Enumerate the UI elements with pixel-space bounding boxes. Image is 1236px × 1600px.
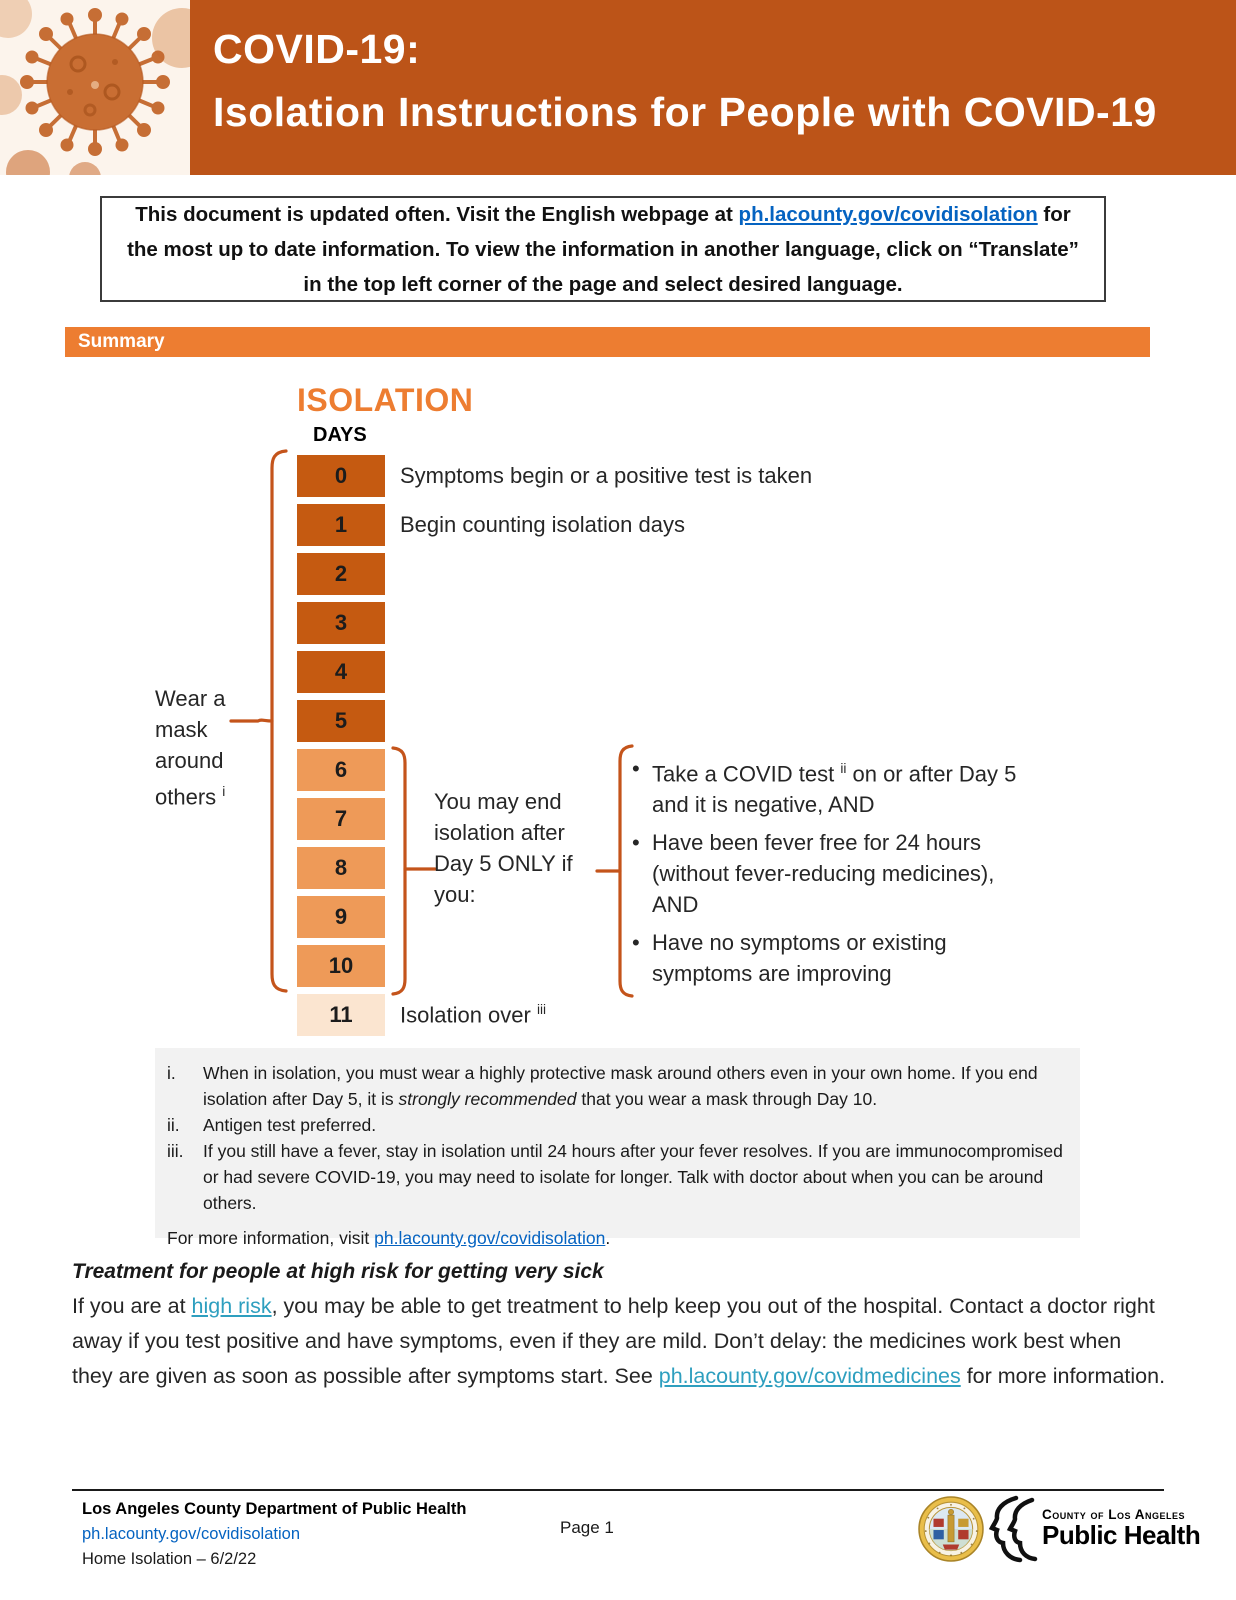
day-box-2: 2: [297, 553, 385, 595]
condition-symptoms: • Have no symptoms or existing symptoms are improving: [652, 927, 1034, 989]
more-info-before: For more information, visit: [167, 1228, 375, 1248]
notice-text-before: This document is updated often. Visit the English webpage at: [135, 202, 739, 226]
condition-test-text-after: on or after Day 5 and it is negative, AND: [652, 761, 1017, 818]
footnotes-panel: [155, 1048, 1080, 1248]
covidisolation-link[interactable]: ph.lacounty.gov/covidisolation: [738, 202, 1038, 226]
footer-doc-version: Home Isolation – 6/2/22: [82, 1550, 257, 1568]
logo-public-health-line: Public Health: [1042, 1520, 1201, 1550]
coronavirus-icon: [0, 0, 190, 175]
day-box-7: 7: [297, 798, 385, 840]
footer-logo: [918, 1494, 1200, 1564]
treatment-mid: , you may be able to get treatment to help keep you out of the hospital. Contact a doctor right away if you test positive and have symptoms, even if they are mild. Don’t delay: the medicines work best when they are given as soon as possible after symptoms start. See: [72, 1294, 1155, 1388]
footer-divider: [72, 1489, 1164, 1491]
day-box-4: 4: [297, 651, 385, 693]
footnote-i-before: When in isolation, you must wear a highly protective mask around others even in your own home. If you end isolation after Day 5, it is: [203, 1063, 1038, 1109]
public-health-profiles-icon: [984, 1494, 1038, 1564]
la-county-seal-icon: [918, 1496, 984, 1562]
day-box-8: 8: [297, 847, 385, 889]
treatment-paragraph: [72, 1289, 1166, 1394]
page-title: Isolation Instructions for People with COVID-19: [213, 89, 1157, 135]
footnote-ref-ii: ii: [840, 761, 847, 776]
day-box-11: 11: [297, 994, 385, 1036]
condition-test: [652, 753, 1034, 820]
end-isolation-note: You may end isolation after Day 5 ONLY if you:: [434, 789, 573, 907]
page-number: Page 1: [560, 1518, 614, 1537]
footnote-i-after: that you wear a mask through Day 10.: [576, 1089, 878, 1109]
footer-covidisolation-link[interactable]: ph.lacounty.gov/covidisolation: [82, 1525, 300, 1543]
footnote-i-text: [203, 1060, 1064, 1112]
high-risk-link[interactable]: high risk: [191, 1294, 272, 1318]
page-title-kicker: COVID-19:: [213, 26, 421, 72]
day-box-1: 1: [297, 504, 385, 546]
update-notice-box: [100, 196, 1106, 302]
treatment-before: If you are at: [72, 1294, 192, 1318]
day-11-annotation-text: Isolation over: [400, 1002, 531, 1028]
end-isolation-conditions: [652, 753, 1034, 996]
coronavirus-image: [0, 0, 190, 175]
public-health-logo-text: [1042, 1507, 1200, 1551]
covidisolation-link-footnote[interactable]: ph.lacounty.gov/covidisolation: [374, 1228, 606, 1248]
footnote-iii-marker: iii.: [167, 1141, 184, 1161]
mask-note-text: Wear a mask around others: [155, 686, 226, 810]
footnote-i: [167, 1060, 1064, 1112]
footnote-ii-marker: ii.: [167, 1115, 180, 1135]
day-box-5: 5: [297, 700, 385, 742]
footnote-ref-iii: iii: [536, 1002, 547, 1017]
header-band: [0, 0, 1236, 175]
footnote-iii: [167, 1138, 1064, 1216]
footnote-i-marker: i.: [167, 1063, 176, 1083]
header-titles: [213, 26, 1157, 136]
more-info-line: [167, 1225, 1064, 1251]
notice-text-after: for the most up to date information. To view the information in another language, click on “Translate” in the top left corner of the page and select desired language.: [127, 202, 1079, 296]
update-notice-text: [121, 197, 1086, 302]
day-box-3: 3: [297, 602, 385, 644]
logo-county-line: County of Los Angeles: [1042, 1507, 1186, 1522]
day-0-annotation: Symptoms begin or a positive test is taken: [400, 463, 813, 488]
days-column-label: DAYS: [313, 424, 367, 446]
isolation-diagram-title: ISOLATION: [297, 382, 474, 418]
day-11-annotation: [400, 1002, 546, 1028]
summary-section-header: [65, 327, 1150, 357]
footnote-iii-text: If you still have a fever, stay in isolation until 24 hours after your fever resolves. If you are immunocompromised or had severe COVID-19, you may need to isolate for longer. Talk with doctor about when you can be around others.: [203, 1141, 1063, 1213]
day-box-6: 6: [297, 749, 385, 791]
end-isolation-days-bracket: [390, 745, 438, 997]
footnote-ref-i: i: [222, 784, 226, 799]
condition-fever: • Have been fever free for 24 hours (without fever-reducing medicines), AND: [652, 827, 1034, 920]
footnote-i-italic: strongly recommended: [398, 1089, 577, 1109]
more-info-after: .: [605, 1228, 611, 1248]
covidmedicines-link[interactable]: ph.lacounty.gov/covidmedicines: [658, 1364, 961, 1388]
footer-org-name: Los Angeles County Department of Public Health: [82, 1500, 467, 1518]
day-box-0: 0: [297, 455, 385, 497]
footnote-ii: [167, 1112, 1064, 1138]
day-box-10: 10: [297, 945, 385, 987]
footer-info-block: [82, 1497, 466, 1572]
treatment-heading: Treatment for people at high risk for getting very sick: [72, 1260, 604, 1283]
day-box-9: 9: [297, 896, 385, 938]
footnote-ii-text: Antigen test preferred.: [203, 1115, 377, 1135]
summary-label: Summary: [78, 331, 165, 352]
mask-days-bracket: [226, 448, 292, 994]
condition-test-text: Take a COVID test: [652, 761, 835, 787]
treatment-after: for more information.: [960, 1364, 1166, 1388]
day-1-annotation: Begin counting isolation days: [400, 512, 685, 537]
